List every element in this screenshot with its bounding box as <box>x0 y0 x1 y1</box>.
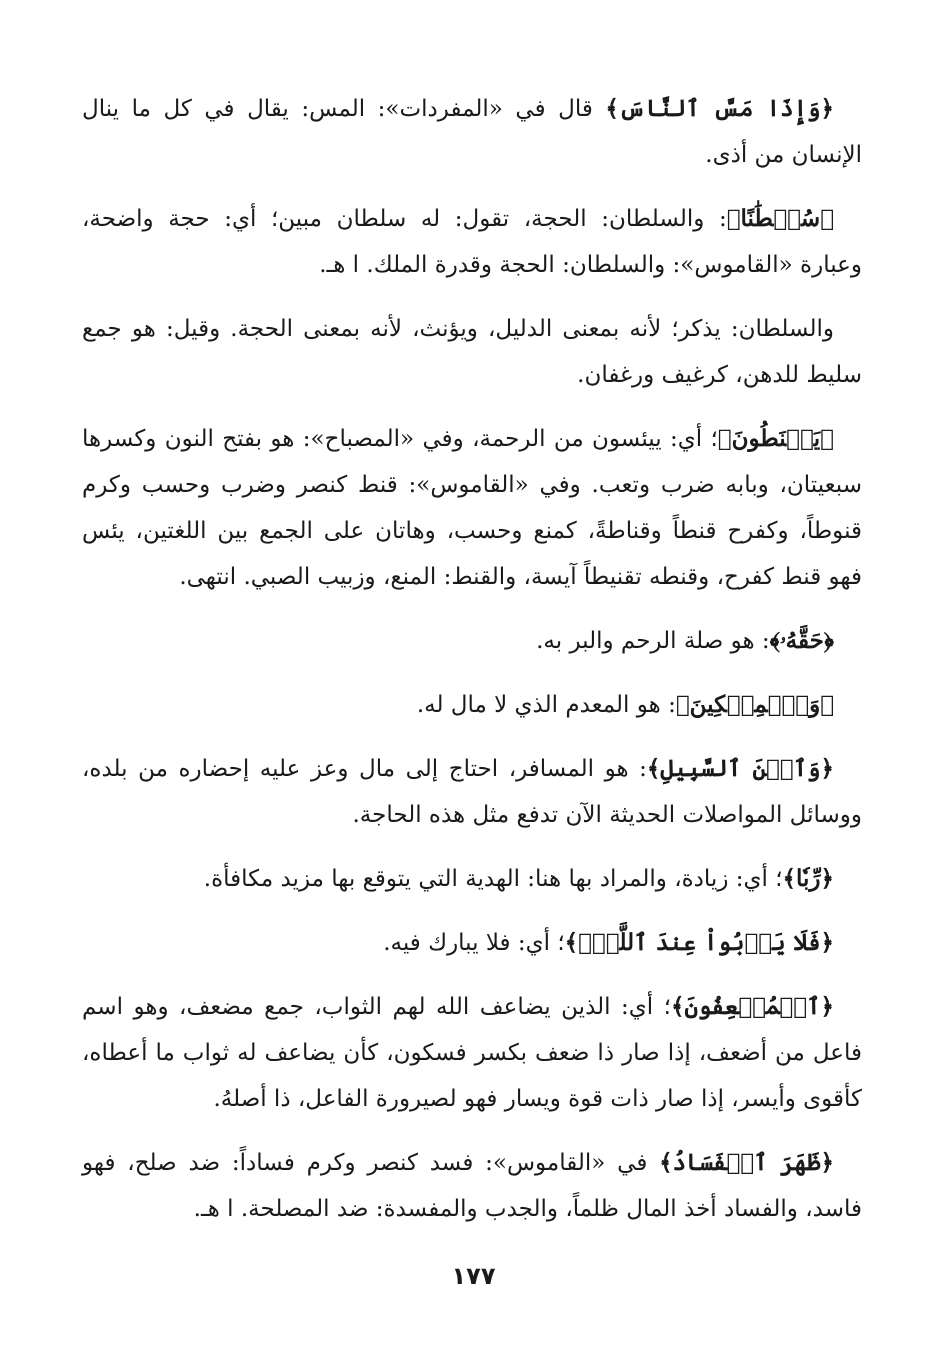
paragraph <box>82 682 862 728</box>
quran-term: ﴿حَقَّهُۥ﴾ <box>769 627 834 654</box>
paragraph-text: : هو المعدم الذي لا مال له. <box>416 692 676 718</box>
paragraph-text: : هو المسافر، احتاج إلى مال وعز عليه إحضاره من بلده، ووسائل المواصلات الحديثة الآن تدفع مثل هذه الحاجة. <box>82 756 862 828</box>
paragraph-text: والسلطان: يذكر؛ لأنه بمعنى الدليل، ويؤنث، لأنه بمعنى الحجة. وقيل: هو جمع سليط للدهن، كرغيف ورغفان. <box>82 316 862 388</box>
paragraph-text: ؛ أي: زيادة، والمراد بها هنا: الهدية التي يتوقع بها مزيد مكافأة. <box>203 866 783 892</box>
paragraph <box>82 306 862 398</box>
paragraph <box>82 920 862 966</box>
quran-term: ﴿فَلَا يَرۡبُواْ عِندَ ٱللَّهِۖ﴾ <box>564 929 834 956</box>
paragraph <box>82 196 862 288</box>
paragraph-text: ؛ أي: فلا يبارك فيه. <box>383 930 565 956</box>
quran-term: ﴿وَإِذَا مَسَّ ٱلنَّاسَ﴾ <box>605 95 834 122</box>
quran-term: ﴿سُلۡطَٰنًا﴾ <box>726 205 834 232</box>
paragraph-text: في «القاموس»: فسد كنصر وكرم فساداً: ضد صلح، فهو فاسد، والفساد أخذ المال ظلماً، والجدب والمفسدة: ضد المصلحة. ا هـ. <box>82 1150 862 1222</box>
paragraph <box>82 416 862 600</box>
paragraph-text: ؛ أي: الذين يضاعف الله لهم الثواب، جمع مضعف، وهو اسم فاعل من أضعف، إذا صار ذا ضعف بكسر فسكون، كأن يضاعف له ثواب ما أعطاه، كأقوى وأيسر، إذا صار ذات قوة ويسار فهو لصيرورة الفاعل، ذا أصلهُ. <box>82 994 862 1112</box>
quran-term: ﴿رِّبٗا﴾ <box>782 865 834 892</box>
quran-term: ﴿ٱلۡمُضۡعِفُونَ﴾ <box>670 993 834 1020</box>
paragraph <box>82 856 862 902</box>
paragraph-text: قال في «المفردات»: المس: يقال في كل ما ينال الإنسان من أذى. <box>82 96 862 168</box>
paragraph <box>82 984 862 1122</box>
paragraph <box>82 86 862 178</box>
quran-term: ﴿يَقۡنَطُونَ﴾ <box>717 425 834 452</box>
paragraph <box>82 1140 862 1232</box>
page-number: ١٧٧ <box>451 1262 496 1290</box>
paragraph-text: : والسلطان: الحجة، تقول: له سلطان مبين؛ أي: حجة واضحة، وعبارة «القاموس»: والسلطان: الحجة وقدرة الملك. ا هـ. <box>82 206 862 278</box>
paragraph-text: ؛ أي: ييئسون من الرحمة، وفي «المصباح»: هو بفتح النون وكسرها سبعيتان، وبابه ضرب وتعب. وفي «القاموس»: قنط كنصر وضرب وحسب وكرم قنوطاً، وكفرح قنطاً وقناطةً، كمنع وحسب، وهاتان على الجمع بين اللغتين، يئس فهو قنط كفرح، وقنطه تقنيطاً آيسة، والقنط: المنع، وزبيب الصبي. انتهى. <box>82 426 862 590</box>
quran-term: ﴿وَٱلۡمِسۡكِينَ﴾ <box>675 691 834 718</box>
page-body <box>82 86 862 1250</box>
paragraph-text: : هو صلة الرحم والبر به. <box>536 628 770 654</box>
paragraph <box>82 618 862 664</box>
quran-term: ﴿وَٱبۡنَ ٱلسَّبِيلِ﴾ <box>646 755 835 782</box>
quran-term: ﴿ظَهَرَ ٱلۡفَسَادُ﴾ <box>659 1149 834 1176</box>
paragraph <box>82 746 862 838</box>
